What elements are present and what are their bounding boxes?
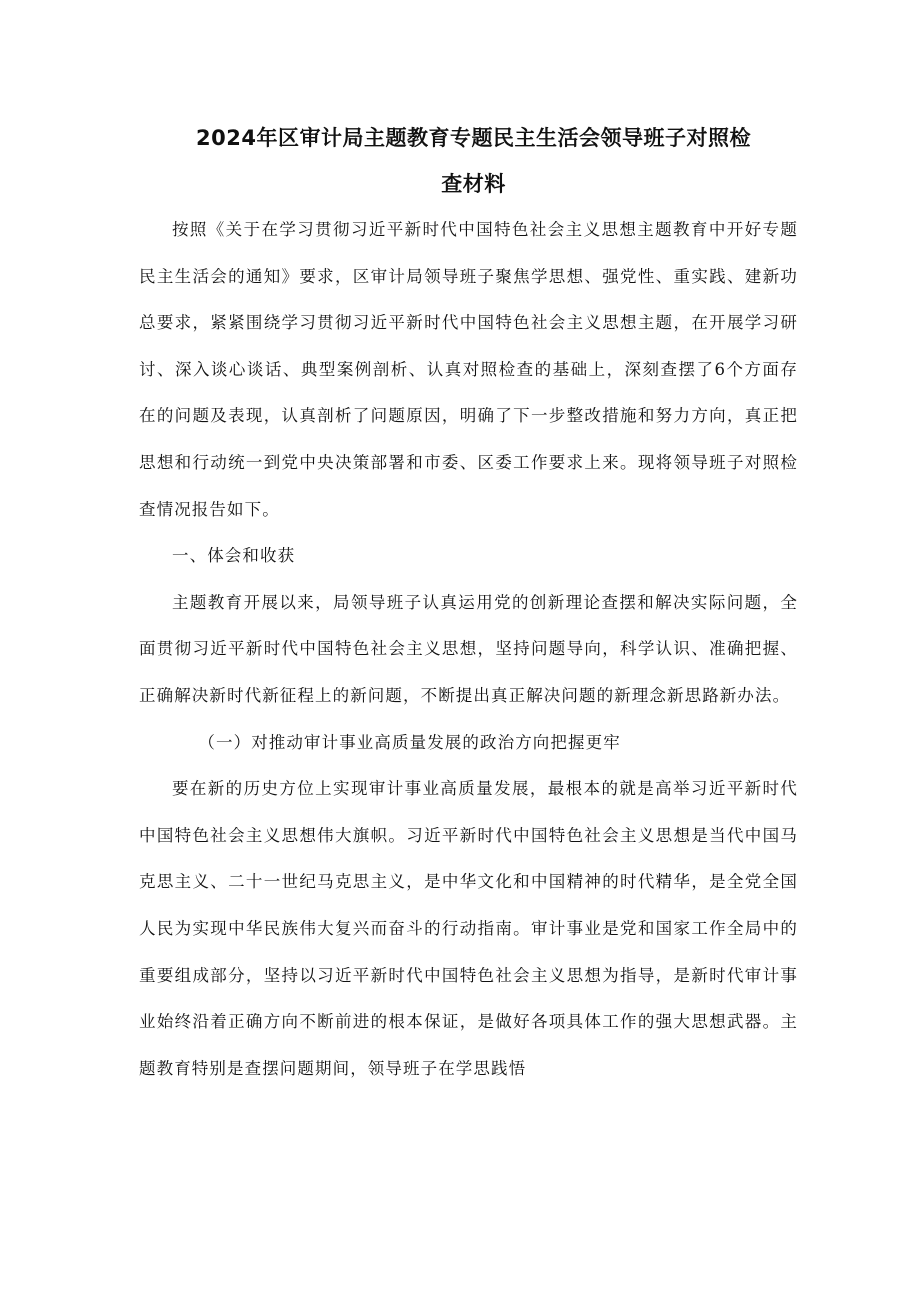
section-body-experience: 主题教育开展以来，局领导班子认真运用党的创新理论查摆和解决实际问题，全面贯彻习近平新时代中国特色社会主义思想，坚持问题导向，科学认识、准确把握、正确解决新时代新征程上的新问题，不断提出真正解决问题的新理念新思路新办法。	[139, 592, 798, 705]
subsection-heading-political-direction: （一）对推动审计事业高质量发展的政治方向把握更牢	[198, 732, 621, 752]
document-title-line2: 查材料	[441, 172, 506, 196]
subsection-body-political-direction: 要在新的历史方位上实现审计事业高质量发展，最根本的就是高举习近平新时代中国特色社会主义思想伟大旗帜。习近平新时代中国特色社会主义思想是当代中国马克思主义、二十一世纪马克思主义，是中华文化和中国精神的时代精华，是全党全国人民为实现中华民族伟大复兴而奋斗的行动指南。审计事业是党和国家工作全局中的重要组成部分，坚持以习近平新时代中国特色社会主义思想为指导，是新时代审计事业始终沿着正确方向不断前进的根本保证，是做好各项具体工作的强大思想武器。主题教育特别是查摆问题期间，领导班子在学思践悟	[139, 779, 798, 1078]
section-heading-experience: 一、体会和收获	[172, 546, 296, 566]
document-title	[139, 115, 798, 207]
document-title-line1: 2024年区审计局主题教育专题民主生活会领导班子对照检	[196, 126, 751, 150]
intro-paragraph: 按照《关于在学习贯彻习近平新时代中国特色社会主义思想主题教育中开好专题民主生活会的通知》要求，区审计局领导班子聚焦学思想、强党性、重实践、建新功总要求，紧紧围绕学习贯彻习近平新时代中国特色社会主义思想主题，在开展学习研讨、深入谈心谈话、典型案例剖析、认真对照检查的基础上，深刻查摆了6个方面存在的问题及表现，认真剖析了问题原因，明确了下一步整改措施和努力方向，真正把思想和行动统一到党中央决策部署和市委、区委工作要求上来。现将领导班子对照检查情况报告如下。	[139, 220, 798, 519]
